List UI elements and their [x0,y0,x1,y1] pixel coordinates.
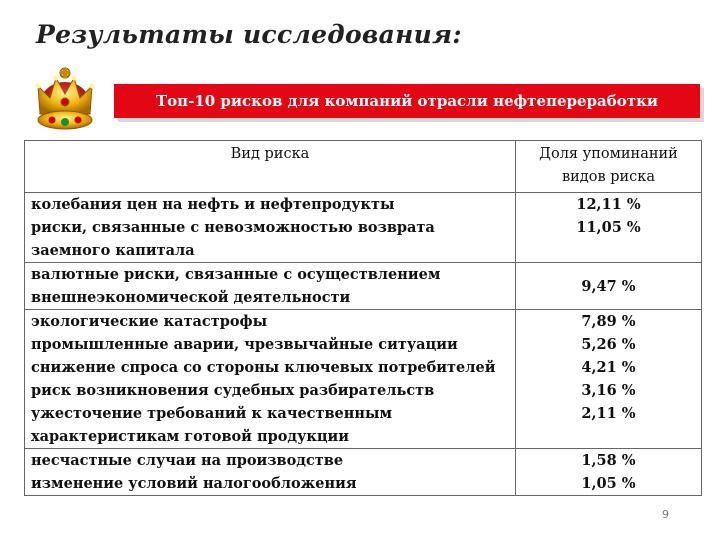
risk-name: внешнеэкономической деятельности [31,289,351,306]
header-risk-type: Вид риска [25,141,516,193]
risk-shares-cell [516,193,702,263]
risk-share: 9,47 % [581,277,636,295]
risk-name: заемного капитала [31,242,195,259]
risk-shares-cell [516,263,702,310]
risk-name: риски, связанные с невозможностью возврата [31,219,435,236]
risk-names-cell [25,193,516,263]
table-header-row [25,141,702,193]
risk-name: валютные риски, связанные с осуществлением [31,266,441,283]
risk-share: 11,05 % [576,219,641,236]
risk-names-cell [25,263,516,310]
table-row [25,263,702,310]
header-share: Доля упоминаний видов риска [516,141,702,193]
risk-share: 4,21 % [581,359,636,376]
crown-icon [32,66,98,136]
risk-name: несчастные случаи на производстве [31,452,344,469]
risk-shares-cell [516,449,702,496]
risk-share: 12,11 % [576,196,641,213]
table-row [25,449,702,496]
risk-name: ужесточение требований к качественным [31,405,393,422]
risk-name: колебания цен на нефть и нефтепродукты [31,196,395,213]
risk-names-cell [25,449,516,496]
risk-name: риск возникновения судебных разбирательств [31,382,435,399]
risk-name: экологические катастрофы [31,313,268,330]
table-row [25,193,702,263]
risk-names-cell [25,310,516,449]
risk-share: 1,05 % [581,475,636,492]
risk-name: промышленные аварии, чрезвычайные ситуации [31,336,458,353]
page-title: Результаты исследования: [36,20,462,49]
title-banner: Топ-10 рисков для компаний отрасли нефтепереработки [114,84,700,118]
risk-name: снижение спроса со стороны ключевых потребителей [31,359,496,376]
table-row [25,310,702,449]
risk-name: характеристикам готовой продукции [31,428,350,445]
risk-share: 5,26 % [581,336,636,353]
risk-share: 7,89 % [581,313,636,330]
slide-number: 9 [662,508,669,521]
risk-share: 1,58 % [581,452,636,469]
risk-table [24,140,702,496]
risk-shares-cell [516,310,702,449]
risk-name: изменение условий налогообложения [31,475,357,492]
risk-share: 3,16 % [581,382,636,399]
risk-share: 2,11 % [581,405,636,422]
